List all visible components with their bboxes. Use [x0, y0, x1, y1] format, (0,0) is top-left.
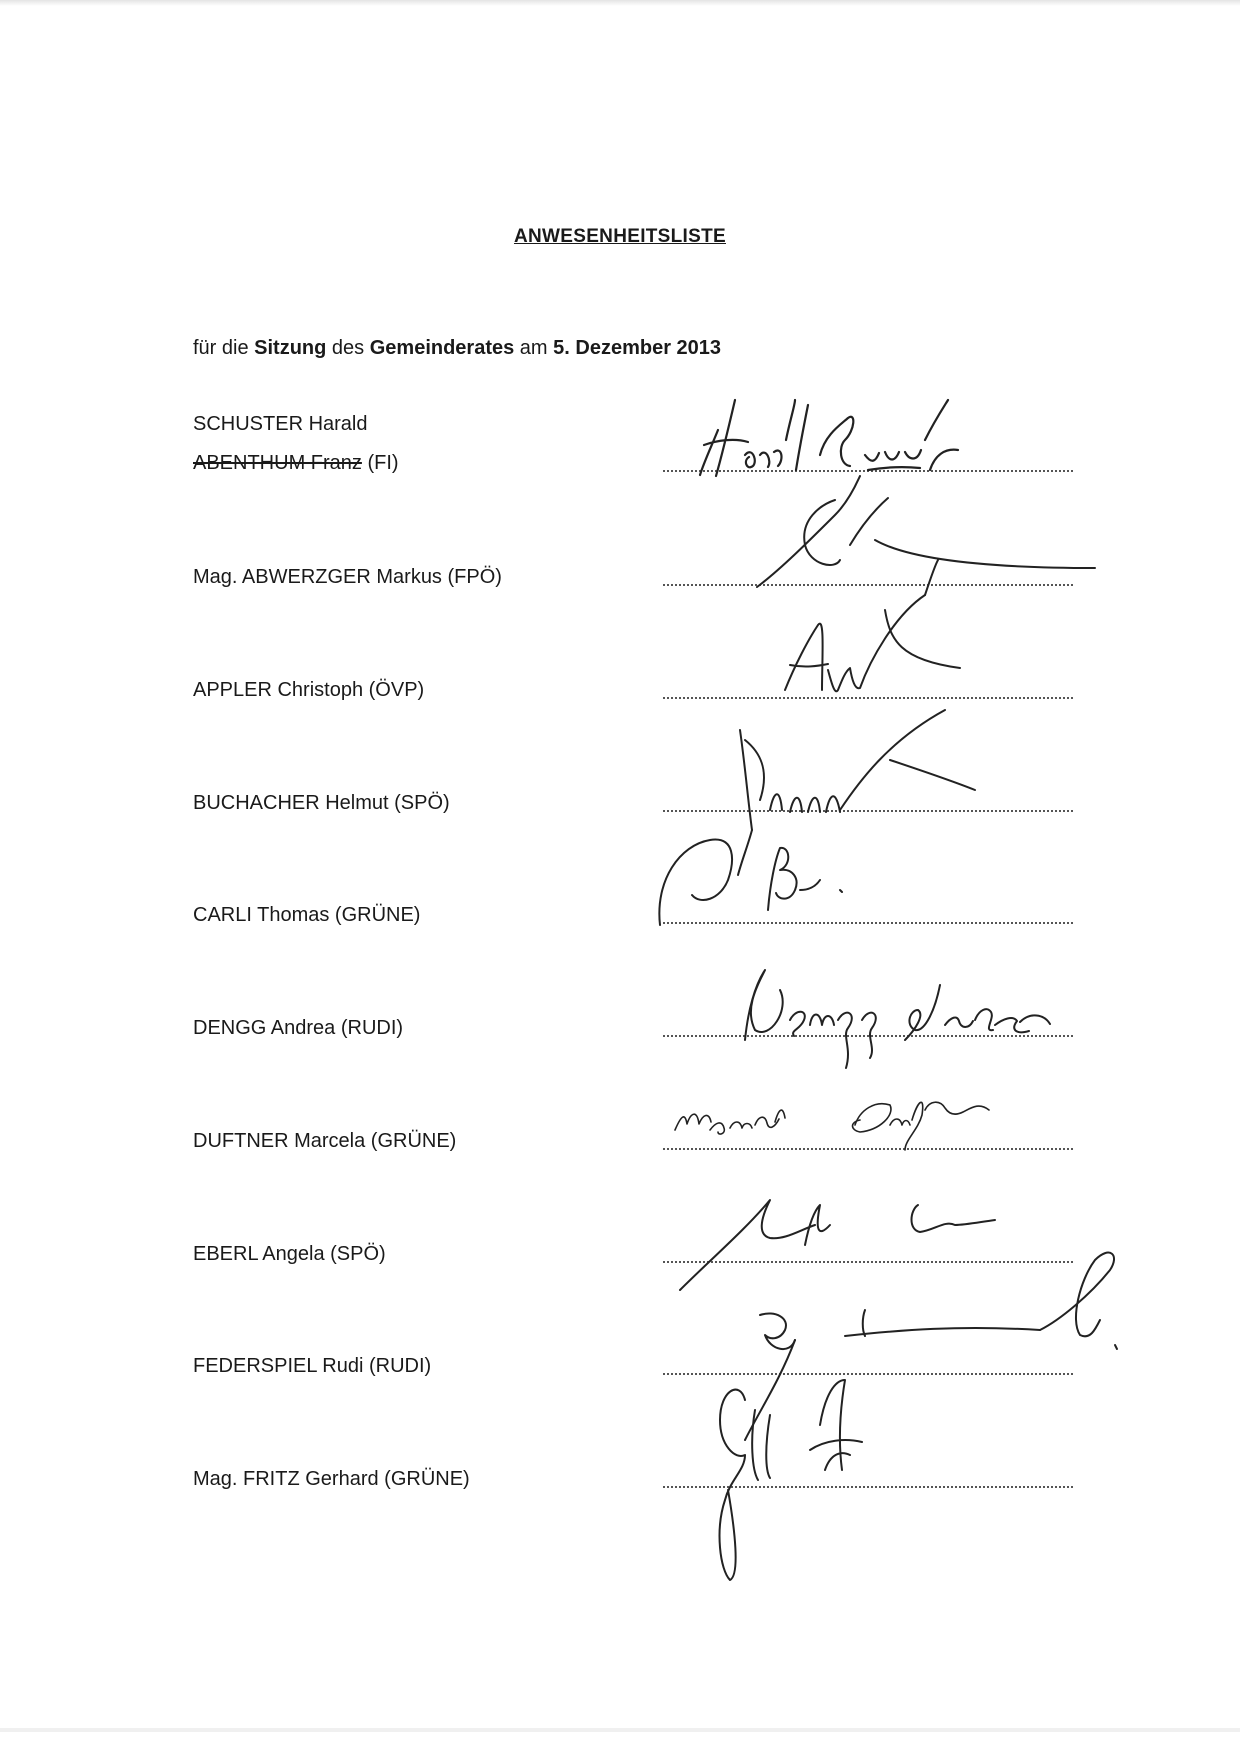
attendee-name-dengg: DENGG Andrea (RUDI): [193, 1017, 404, 1039]
attendee-name-buchacher: BUCHACHER Helmut (SPÖ): [193, 792, 450, 814]
subtitle-bold-sitzung: Sitzung: [254, 337, 327, 359]
signature-duftner: [675, 1102, 989, 1150]
signature-fritz: [720, 1380, 862, 1580]
subtitle-bold-date: 5. Dezember 2013: [553, 337, 722, 359]
document-title: ANWESENHEITSLISTE: [513, 226, 726, 247]
signature-line-7: [663, 1148, 1073, 1150]
signature-line-9: [663, 1373, 1073, 1375]
signature-carli: [659, 840, 842, 925]
attendee-name-eberl: EBERL Angela (SPÖ): [193, 1243, 386, 1265]
struck-name: ABENTHUM Franz: [193, 452, 362, 474]
attendee-name-fritz: Mag. FRITZ Gerhard (GRÜNE): [193, 1468, 470, 1490]
signature-abwerzger: [757, 476, 1095, 587]
attendee-name-federspiel: FEDERSPIEL Rudi (RUDI): [193, 1355, 432, 1377]
subtitle-text-3: am: [514, 337, 554, 359]
attendee-name-abenthum: [193, 448, 399, 479]
subtitle-text-1: für die: [193, 337, 255, 359]
scan-edge-bottom: [0, 1728, 1240, 1732]
attendee-name-appler: APPLER Christoph (ÖVP): [193, 679, 425, 701]
signature-line-4: [663, 810, 1073, 812]
signature-line-2: [663, 584, 1073, 586]
party-label: (FI): [361, 452, 399, 474]
signature-line-1: [663, 470, 1073, 472]
signature-line-8: [663, 1261, 1073, 1263]
signature-federspiel: [745, 1253, 1117, 1440]
subtitle-text-2: des: [326, 337, 370, 359]
signature-line-10: [663, 1486, 1073, 1488]
scan-edge-top: [0, 0, 1240, 6]
attendee-name-schuster: SCHUSTER Harald: [193, 413, 368, 435]
signature-dengg: [745, 970, 1050, 1068]
signature-line-6: [663, 1035, 1073, 1037]
signature-eberl: [680, 1200, 995, 1290]
attendee-name-carli: CARLI Thomas (GRÜNE): [193, 904, 421, 926]
signature-schuster: [700, 400, 958, 476]
signature-line-3: [663, 697, 1073, 699]
attendee-name-abwerzger: Mag. ABWERZGER Markus (FPÖ): [193, 566, 502, 588]
subtitle-bold-gemeinderat: Gemeinderates: [369, 337, 515, 359]
meeting-subtitle: [193, 337, 721, 360]
signature-appler: [785, 560, 960, 691]
signature-buchacher: [738, 710, 975, 875]
signature-line-5: [663, 922, 1073, 924]
attendee-name-duftner: DUFTNER Marcela (GRÜNE): [193, 1130, 457, 1152]
